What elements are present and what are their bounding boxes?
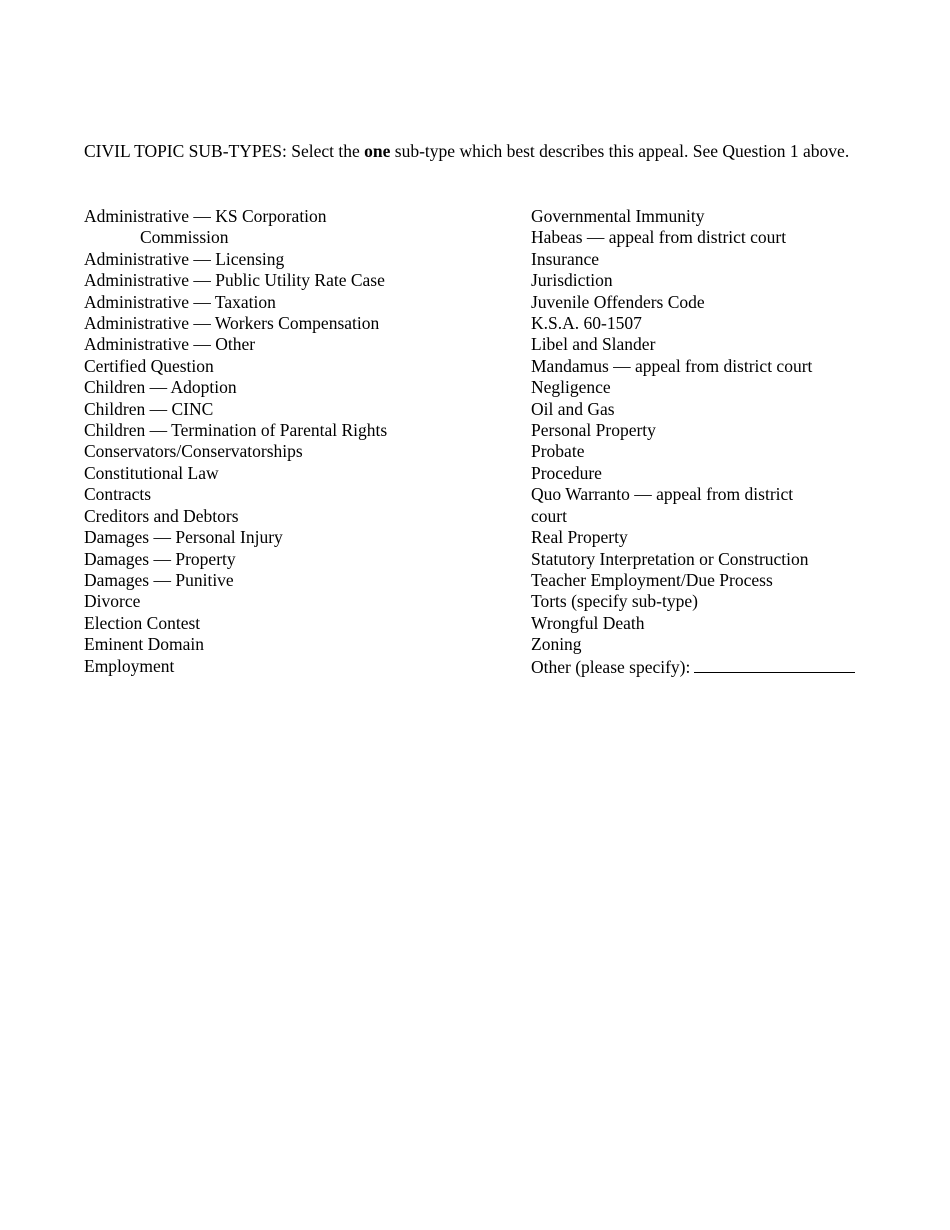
list-item: Torts (specify sub-type) — [531, 591, 698, 612]
list-item: Contracts — [84, 484, 152, 505]
right-subtype-list — [531, 206, 876, 678]
list-item: Administrative — KS Corporation — [84, 206, 327, 226]
list-item: Habeas — appeal from district court — [531, 227, 787, 248]
list-item: Statutory Interpretation or Construction — [531, 548, 809, 569]
list-item: Jurisdiction — [531, 270, 613, 291]
list-item: Quo Warranto — appeal from district — [531, 484, 794, 505]
list-item: Administrative — Other — [84, 334, 256, 355]
list-item: Conservators/Conservatorships — [84, 441, 303, 462]
instructions-paragraph — [84, 141, 874, 163]
list-item-continuation: court — [531, 505, 567, 526]
list-item: Damages — Punitive — [84, 569, 234, 590]
instructions-suffix: sub-type which best describes this appeal. See Question 1 above. — [390, 141, 850, 161]
list-item: Real Property — [531, 527, 628, 548]
list-item: Eminent Domain — [84, 634, 205, 655]
list-item: Libel and Slander — [531, 334, 656, 355]
list-item: Administrative — Licensing — [84, 248, 285, 269]
other-specify-row — [531, 656, 876, 678]
list-item: Wrongful Death — [531, 612, 645, 633]
list-item: Negligence — [531, 377, 611, 398]
list-item: Administrative — Taxation — [84, 291, 276, 312]
list-item: Oil and Gas — [531, 398, 615, 419]
list-item: Governmental Immunity — [531, 206, 705, 226]
list-item: Creditors and Debtors — [84, 505, 239, 526]
list-item: Constitutional Law — [84, 462, 219, 483]
other-specify-label: Other (please specify): — [531, 656, 691, 677]
list-item: Children — Termination of Parental Rights — [84, 420, 388, 441]
list-item: Probate — [531, 441, 585, 462]
list-item: Insurance — [531, 248, 600, 269]
instructions-emphasis: one — [364, 141, 391, 161]
instructions-prefix: CIVIL TOPIC SUB-TYPES: Select the — [84, 141, 365, 161]
list-item: Procedure — [531, 462, 602, 483]
list-item: Children — CINC — [84, 398, 214, 419]
list-item: Zoning — [531, 634, 582, 655]
list-item: Employment — [84, 655, 175, 676]
list-item: Personal Property — [531, 420, 656, 441]
list-item: Administrative — Workers Compensation — [84, 313, 380, 334]
other-specify-blank[interactable] — [694, 656, 855, 673]
list-item-continuation: Commission — [140, 227, 229, 248]
list-item: Juvenile Offenders Code — [531, 291, 705, 312]
list-item: Children — Adoption — [84, 377, 237, 398]
list-item: Damages — Property — [84, 548, 236, 569]
list-item: Damages — Personal Injury — [84, 527, 283, 548]
list-item: Teacher Employment/Due Process — [531, 569, 773, 590]
list-item: Certified Question — [84, 355, 214, 376]
list-item: Election Contest — [84, 612, 201, 633]
list-item: Divorce — [84, 591, 141, 612]
list-item: Administrative — Public Utility Rate Case — [84, 270, 385, 291]
left-subtype-list — [84, 206, 504, 677]
list-item: K.S.A. 60-1507 — [531, 313, 642, 334]
list-item: Mandamus — appeal from district court — [531, 355, 813, 376]
